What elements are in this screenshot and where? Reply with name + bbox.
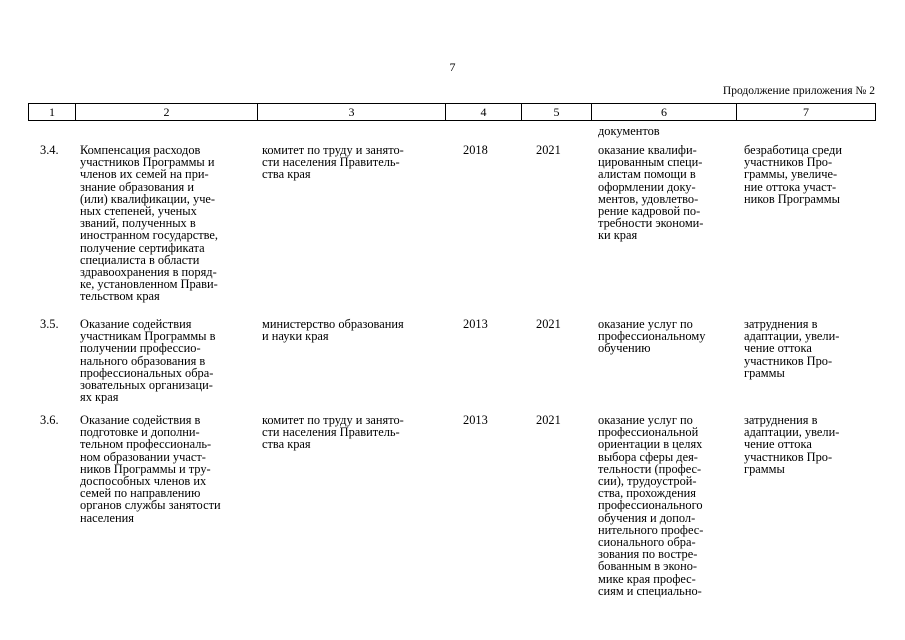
start-year: 2013 <box>463 317 488 331</box>
end-year: 2021 <box>536 413 561 427</box>
start-year: 2013 <box>463 413 488 427</box>
measure-text: Оказание содействия участникам Программы в получении профессио- нального образования в профессиональных обра- зовательных организаци- ях края <box>80 317 216 405</box>
consequence-text: затруднения в адаптации, увели- чение оттока участников Про- граммы <box>744 317 840 380</box>
column-number-5: 5 <box>522 104 592 121</box>
expected-result: оказание услуг по профессиональному обучению <box>598 317 706 356</box>
consequence-text: затруднения в адаптации, увели- чение оттока участников Про- граммы <box>744 413 840 476</box>
row-number: 3.5. <box>40 317 59 331</box>
consequence-text: безработица среди участников Про- граммы, увеличе- ние оттока участ- ников Программы <box>744 143 842 206</box>
column-number-6: 6 <box>592 104 737 121</box>
end-year: 2021 <box>536 143 561 157</box>
column-number-2: 2 <box>76 104 258 121</box>
column-number-header <box>28 103 876 121</box>
executor-text: комитет по труду и занято- сти населения Правитель- ства края <box>262 413 404 452</box>
column-number-1: 1 <box>29 104 76 121</box>
end-year: 2021 <box>536 317 561 331</box>
measure-text: Оказание содействия в подготовке и дополни- тельном профессиональ- ном образовании участ- ников Программы и тру- доспособных членов их семей по направлению органов службы занятости населения <box>80 413 221 525</box>
continuation-label: Продолжение приложения № 2 <box>722 85 875 97</box>
row-number: 3.6. <box>40 413 59 427</box>
carry-over-text: документов <box>598 124 660 138</box>
expected-result: оказание услуг по профессиональной ориентации в целях выбора сферы дея- тельности (профес- сии), трудоустрой- ства, прохождения профессионального обучения и допол- нительного профес- сионального обра- зования по востре- бованным в эконо- мике края профес- сиям и специально- <box>598 413 704 598</box>
expected-result: оказание квалифи- цированным специ- алистам помощи в оформлении доку- ментов, удовлетво- рение кадровой по- требности экономи- ки края <box>598 143 704 243</box>
column-number-3: 3 <box>258 104 446 121</box>
executor-text: комитет по труду и занято- сти населения Правитель- ства края <box>262 143 404 182</box>
row-number: 3.4. <box>40 143 59 157</box>
start-year: 2018 <box>463 143 488 157</box>
page-number: 7 <box>449 60 456 74</box>
executor-text: министерство образования и науки края <box>262 317 404 344</box>
column-number-7: 7 <box>737 104 876 121</box>
column-number-4: 4 <box>446 104 522 121</box>
measure-text: Компенсация расходов участников Программы и членов их семей на при- знание образования и (или) квалификации, уче- ных степеней, ученых званий, полученных в иностранном государстве, получение сертификата специалиста в области здравоохранения в поряд- ке, установленном Прави- тельством края <box>80 143 219 304</box>
